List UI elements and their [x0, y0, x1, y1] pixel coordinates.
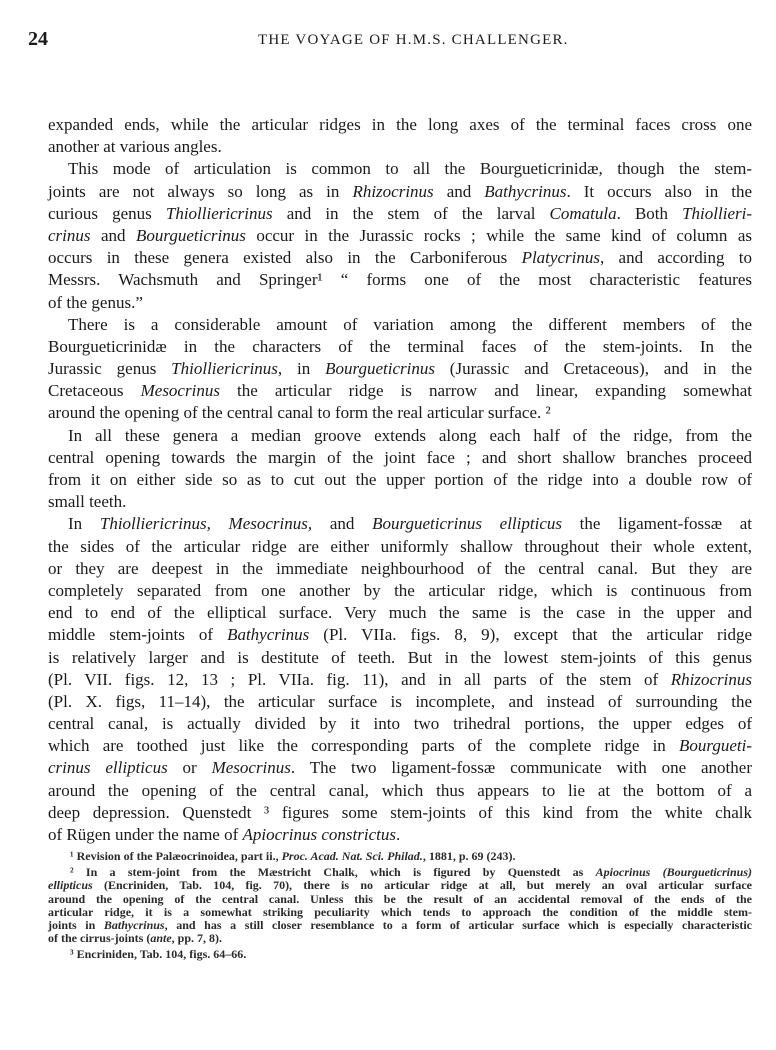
body-line	[48, 269, 752, 291]
text-run: deep depression. Quenstedt ³ figures some stem-joints of this kind from the white chalk	[48, 802, 752, 822]
text-run: Cretaceous	[48, 381, 141, 401]
italic-text: crinus ellipticus	[48, 758, 168, 778]
body-line	[48, 358, 752, 380]
body-line	[48, 247, 752, 269]
italic-text: Thiolliericrinus, Mesocrinus,	[99, 514, 313, 534]
page-number: 24	[28, 28, 48, 50]
text-run: ¹ Revision of the Palæocrinoidea, part ii.,	[70, 849, 282, 863]
text-run: or	[167, 758, 212, 778]
text-run: (Jurassic and Cretaceous), and in the	[434, 359, 753, 379]
text-run: end to end of the elliptical surface. Very much the same is the case in the upper and	[48, 603, 752, 623]
text-run: .	[395, 825, 401, 844]
text-run: , 1881, p. 69 (243).	[422, 849, 516, 863]
text-run: small teeth.	[48, 492, 127, 512]
body-line	[48, 158, 752, 180]
body-line	[48, 292, 752, 314]
text-run: occur in the Jurassic rocks ; while the same kind of column as	[245, 225, 753, 245]
text-run: another at various angles.	[48, 137, 222, 157]
italic-text: Apiocrinus constrictus	[242, 825, 396, 844]
text-run: Messrs. Wachsmuth and Springer¹ “ forms one of the most characteristic features	[48, 270, 752, 290]
text-run: is relatively larger and is destitute of teeth. But in the lowest stem-joints of this genus	[48, 647, 752, 667]
body-line	[48, 735, 752, 757]
text-run: (Pl. VII. figs. 12, 13 ; Pl. VIIa. fig. 11), and in all parts of the stem of	[48, 669, 671, 689]
body-line	[48, 602, 752, 624]
text-run: articular ridge, it is a somewhat striking peculiarity which tends to approach the condition of the middle stem-	[48, 904, 752, 919]
text-run: the ligament-fossæ at	[561, 514, 753, 534]
body-line	[48, 491, 752, 513]
text-run: of the genus.”	[48, 292, 143, 312]
italic-text: Bourgueticrinus	[135, 225, 246, 245]
body-line	[48, 691, 752, 713]
text-run: and	[90, 225, 136, 245]
text-run: around the opening of the central canal. Unless this be the result of an accidental removal of the ends of the	[48, 891, 752, 906]
body-line	[48, 802, 752, 824]
body-line	[48, 558, 752, 580]
footnotes	[48, 850, 752, 962]
italic-text: ante	[150, 931, 172, 946]
text-run: , and has a still closer resemblance to a form of articular surface which is especially characteristic	[164, 917, 752, 932]
text-run: . It occurs also in the	[566, 181, 752, 201]
italic-text: Bathycrinus	[227, 625, 310, 645]
text-run: , in	[277, 359, 326, 379]
italic-text: ellipticus	[48, 878, 93, 893]
text-run: from it on either side so as to cut out the upper portion of the ridge into a double row of	[48, 470, 752, 489]
body-line	[48, 536, 752, 558]
italic-text: Thiolliericrinus	[171, 359, 278, 379]
footnote-line	[48, 932, 752, 945]
text-run: and in the stem of the larval	[272, 203, 550, 223]
text-run: and	[433, 181, 485, 201]
text-run: In	[68, 514, 100, 534]
text-run: the articular ridge is narrow and linear, expanding somewhat	[219, 381, 752, 401]
text-run: curious genus	[48, 203, 166, 223]
text-run: Bourgueticrinidæ in the characters of the terminal faces of the stem-joints. In the	[48, 336, 752, 356]
text-run: . The two ligament-fossæ communicate with one another	[290, 758, 752, 778]
italic-text: Comatula	[549, 203, 617, 223]
italic-text: Bourgueticrinus ellipticus	[372, 514, 562, 534]
body-line	[48, 824, 752, 846]
body-text	[48, 114, 752, 846]
text-run: which are toothed just like the corresponding parts of the complete ridge in	[48, 736, 679, 756]
body-line	[48, 136, 752, 158]
italic-text: Bathycrinus	[103, 917, 165, 932]
body-line	[48, 181, 752, 203]
text-run: completely separated from one another by the articular ridge, which is continuous from	[48, 580, 752, 600]
italic-text: Rhizocrinus	[670, 669, 752, 689]
footnote-line	[48, 948, 752, 961]
body-line	[48, 314, 752, 336]
text-run: joints are not always so long as in	[48, 181, 353, 201]
body-line	[48, 780, 752, 802]
body-line	[48, 380, 752, 402]
text-run: There is a considerable amount of variation among the different members of the	[68, 314, 752, 334]
body-line	[48, 624, 752, 646]
text-run: central opening towards the margin of the joint face ; and short shallow branches proceed	[48, 447, 752, 467]
body-line	[48, 513, 752, 535]
body-line	[48, 425, 752, 447]
text-run: . Both	[616, 203, 683, 223]
italic-text: Bourgueti-	[678, 736, 752, 756]
text-run: expanded ends, while the articular ridges in the long axes of the terminal faces cross one	[48, 115, 752, 134]
body-line	[48, 114, 752, 136]
text-run: This mode of articulation is common to all the Bourgueticrinidæ, though the stem-	[68, 159, 752, 179]
body-line	[48, 447, 752, 469]
text-run: , and according to	[599, 248, 752, 268]
body-line	[48, 647, 752, 669]
text-run: ³ Encriniden, Tab. 104, figs. 64–66.	[70, 947, 247, 962]
body-line	[48, 402, 752, 424]
italic-text: Mesocrinus	[211, 758, 291, 778]
italic-text: Apiocrinus (Bourgueticrinus)	[595, 865, 752, 880]
body-line	[48, 580, 752, 602]
text-run: (Pl. VIIa. figs. 8, 9), except that the articular ridge	[309, 625, 752, 645]
text-run: In all these genera a median groove extends along each half of the ridge, from the	[68, 425, 752, 445]
body-line	[48, 669, 752, 691]
text-run: of the cirrus-joints (	[48, 931, 151, 946]
italic-text: Thiollieri-	[682, 203, 752, 223]
italic-text: Proc. Acad. Nat. Sci. Philad.	[281, 849, 423, 863]
body-line	[48, 225, 752, 247]
text-run: (Encriniden, Tab. 104, fig. 70), there is no articular ridge at all, but merely an oval articular surface	[92, 878, 752, 893]
text-run: ² In a stem-joint from the Mæstricht Chalk, which is figured by Quenstedt as	[70, 865, 596, 880]
italic-text: Bourgueticrinus	[325, 359, 435, 379]
italic-text: Platycrinus	[521, 248, 600, 268]
text-run: joints in	[48, 917, 104, 932]
body-line	[48, 713, 752, 735]
body-line	[48, 203, 752, 225]
text-run: middle stem-joints of	[48, 625, 228, 645]
text-run: , pp. 7, 8).	[171, 931, 222, 946]
text-run: around the opening of the central canal, which thus appears to lie at the bottom of a	[48, 780, 752, 800]
footnote-line	[48, 850, 752, 863]
text-run: and	[312, 514, 373, 534]
italic-text: Bathycrinus	[484, 181, 567, 201]
italic-text: Mesocrinus	[140, 381, 220, 401]
body-line	[48, 757, 752, 779]
text-run: around the opening of the central canal to form the real articular surface. ²	[48, 403, 551, 423]
italic-text: crinus	[48, 225, 91, 245]
text-run: occurs in these genera existed also in the Carboniferous	[48, 248, 522, 268]
running-title: THE VOYAGE OF H.M.S. CHALLENGER.	[258, 32, 569, 48]
text-run: (Pl. X. figs, 11–14), the articular surface is incomplete, and instead of surrounding the	[48, 691, 752, 711]
text-run: the sides of the articular ridge are either uniformly shallow throughout their whole extent,	[48, 536, 752, 556]
italic-text: Rhizocrinus	[352, 181, 434, 201]
text-run: or they are deepest in the immediate neighbourhood of the central canal. But they are	[48, 558, 752, 578]
body-line	[48, 336, 752, 358]
text-run: of Rügen under the name of	[48, 825, 243, 844]
text-run: Jurassic genus	[48, 359, 172, 379]
text-run: central canal, is actually divided by it into two trihedral portions, the upper edges of	[48, 714, 752, 734]
italic-text: Thiolliericrinus	[165, 203, 273, 223]
body-line	[48, 469, 752, 491]
